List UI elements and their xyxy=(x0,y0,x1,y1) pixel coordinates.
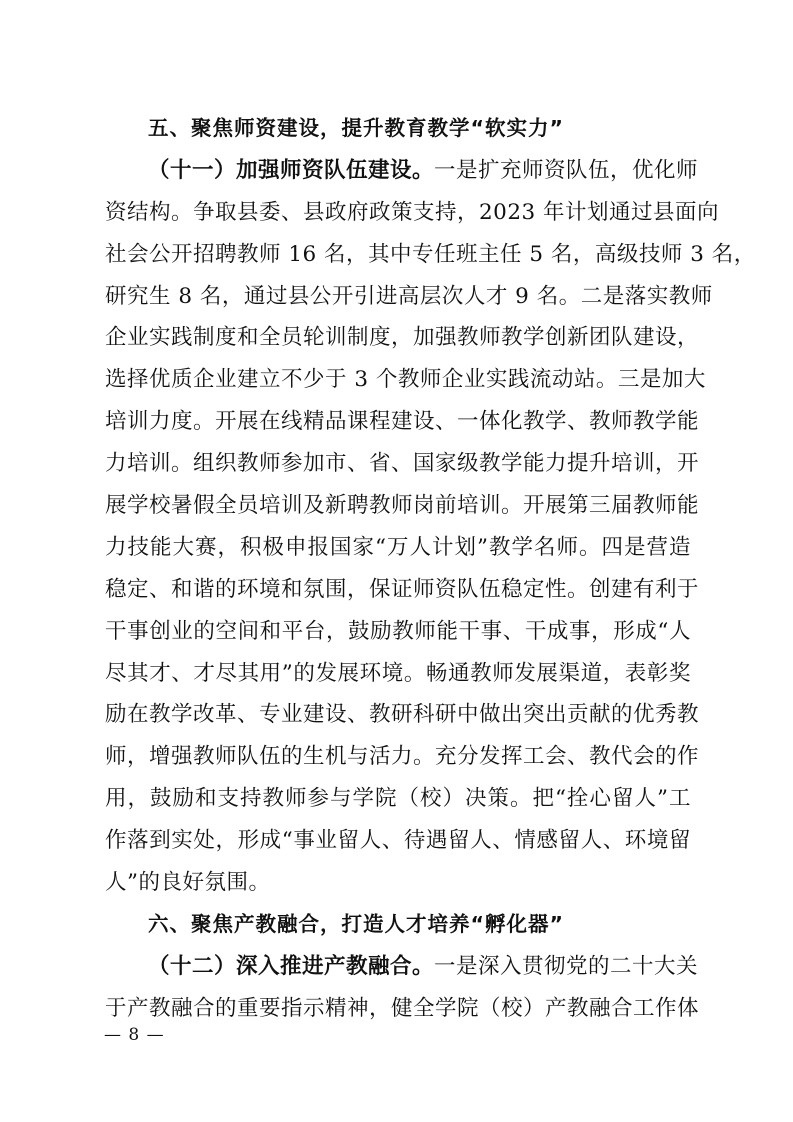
paragraph-11-line: 力技能大赛，积极申报国家“万人计划”教学名师。四是营造 xyxy=(105,534,691,560)
paragraph-11-line: 师，增强教师队伍的生机与活力。充分发挥工会、教代会的作 xyxy=(105,744,700,770)
paragraph-11-line: 资结构。争取县委、县政府政策支持，2023 年计划通过县面向 xyxy=(105,199,720,225)
paragraph-11-line: 社会公开招聘教师 16 名，其中专任班主任 5 名，高级技师 3 名， xyxy=(105,241,756,267)
paragraph-11-title: （十一）加强师资队伍建设。 xyxy=(148,157,435,183)
paragraph-12-text: 一是深入贯彻党的二十大关 xyxy=(434,953,699,979)
paragraph-11-line: 用，鼓励和支持教师参与学院（校）决策。把“拴心留人”工 xyxy=(105,786,691,812)
section-heading-5: 五、聚焦师资建设，提升教育教学“软实力” xyxy=(148,116,564,140)
paragraph-11-text: 一是扩充师资队伍，优化师 xyxy=(434,157,699,183)
page-number: — 8 — xyxy=(104,1025,165,1045)
document-body xyxy=(105,108,756,1030)
section-heading-6: 六、聚焦产教融合，打造人才培养“孵化器” xyxy=(148,911,564,936)
paragraph-11-line-1 xyxy=(105,150,699,192)
paragraph-11-line: 人”的良好氛围。 xyxy=(105,870,271,896)
paragraph-11-line: 选择优质企业建立不少于 3 个教师企业实践流动站。三是加大 xyxy=(105,367,706,393)
paragraph-11-line: 作落到实处，形成“事业留人、待遇留人、情感留人、环境留 xyxy=(105,828,691,854)
paragraph-11-line: 干事创业的空间和平台，鼓励教师能干事、干成事，形成“人 xyxy=(105,618,691,644)
paragraph-12-line: 于产教融合的重要指示精神，健全学院（校）产教融合工作体 xyxy=(105,995,700,1021)
paragraph-12-title: （十二）深入推进产教融合。 xyxy=(148,953,435,979)
paragraph-11-line: 企业实践制度和全员轮训制度，加强教师教学创新团队建设， xyxy=(105,325,700,351)
paragraph-11-line: 尽其才、才尽其用”的发展环境。畅通教师发展渠道，表彰奖 xyxy=(105,660,691,686)
paragraph-11-line: 励在教学改革、专业建设、教研科研中做出突出贡献的优秀教 xyxy=(105,702,700,728)
paragraph-11-line: 研究生 8 名，通过县公开引进高层次人才 9 名。二是落实教师 xyxy=(105,283,713,309)
paragraph-12-line-1 xyxy=(105,946,699,988)
paragraph-11-line: 展学校暑假全员培训及新聘教师岗前培训。开展第三届教师能 xyxy=(105,493,700,519)
paragraph-11-line: 力培训。组织教师参加市、省、国家级教学能力提升培训，开 xyxy=(105,451,700,477)
paragraph-11-line: 稳定、和谐的环境和氛围，保证师资队伍稳定性。创建有利于 xyxy=(105,576,700,602)
paragraph-11-line: 培训力度。开展在线精品课程建设、一体化教学、教师教学能 xyxy=(105,409,700,435)
